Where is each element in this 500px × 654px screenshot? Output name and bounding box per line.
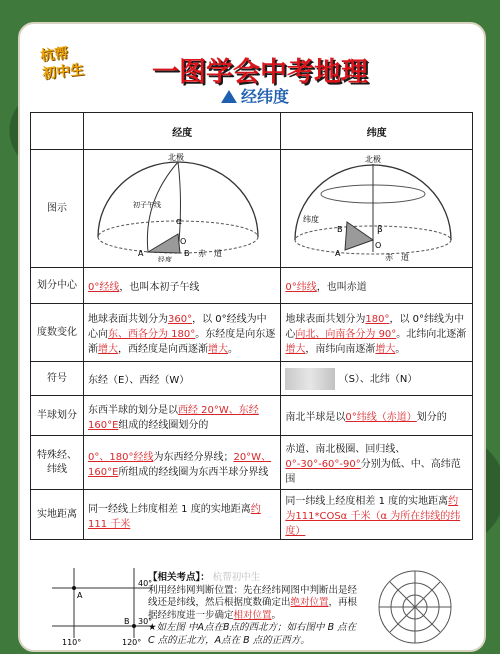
lon-b: B bbox=[184, 249, 190, 258]
lon-o: O bbox=[180, 237, 187, 246]
points-paragraph1: 利用经纬网判断位置：先在经纬网图中判断出是经线还是纬线，然后根据度数确定出绝对位置，再根据经纬度进一步确定相对位置。 bbox=[148, 584, 358, 621]
row-label-distance: 实地距离 bbox=[31, 490, 84, 540]
grid-b: B bbox=[124, 617, 130, 626]
lon-north-label: 北极 bbox=[168, 153, 184, 162]
brand-logo bbox=[40, 41, 109, 97]
lon-cw-label: 经度 bbox=[158, 256, 172, 262]
lat-a: A bbox=[335, 249, 341, 258]
row-label-center: 划分中心 bbox=[31, 268, 84, 304]
grid-lat1: 40° bbox=[138, 579, 152, 588]
logo-line2: 初中生 bbox=[41, 61, 85, 83]
watermark: 杭帮初中生 bbox=[212, 572, 261, 583]
lat-distance-cell: 同一纬线上经度相差 1 度的实地距离约为111*COSα 千米（α 为所在纬线的纬度） bbox=[281, 490, 473, 540]
lon-center-rest: ，也叫本初子午线 bbox=[119, 282, 200, 293]
points-heading: 【相关考点】： bbox=[148, 572, 210, 583]
longitude-diagram-cell bbox=[84, 150, 281, 268]
lon-prime-label: 初子午线 bbox=[133, 201, 161, 209]
lon-change-cell: 地球表面共划分为360°，以 0°经线为中心向东、西各分为 180°。东经度是向东逐渐增大，西经度是向西逐渐增大。 bbox=[84, 304, 281, 362]
row-label-special: 特殊经、纬线 bbox=[31, 436, 84, 490]
lon-distance-cell: 同一经线上纬度相差 1 度的实地距离约 111 千米 bbox=[84, 490, 281, 540]
comparison-table bbox=[30, 112, 473, 540]
latitude-diagram-cell bbox=[281, 150, 473, 268]
table-header-row bbox=[31, 113, 473, 150]
lat-center-cell bbox=[281, 268, 473, 304]
lat-lon-grid-diagram bbox=[52, 568, 152, 646]
lon-a: A bbox=[138, 249, 144, 258]
lat-north-label: 北极 bbox=[365, 155, 382, 164]
column-latitude: 纬度 bbox=[281, 113, 473, 150]
lat-b: B bbox=[337, 225, 343, 234]
grid-lat2: 30° bbox=[138, 617, 152, 626]
row-label-change: 度数变化 bbox=[31, 304, 84, 362]
table-row-diagram bbox=[31, 150, 473, 268]
table-row-special bbox=[31, 436, 473, 490]
related-points-text bbox=[148, 572, 358, 647]
grid-a: A bbox=[77, 591, 83, 600]
lon-symbol-cell: 东经（E）、西经（W） bbox=[84, 362, 281, 396]
related-points-section bbox=[30, 568, 473, 646]
lon-alpha: α bbox=[176, 217, 182, 227]
table-row-hemisphere bbox=[31, 396, 473, 436]
lon-center-red: 0°经线 bbox=[88, 282, 120, 293]
lat-center-red: 0°纬线 bbox=[285, 282, 317, 293]
table-row-symbol bbox=[31, 362, 473, 396]
table-row-distance bbox=[31, 490, 473, 540]
lon-equator: 赤 道 bbox=[198, 249, 222, 258]
lat-symbol-cell: （S）、北纬（N） bbox=[281, 362, 473, 396]
lat-special-cell: 赤道、南北极圈、回归线、0°-30°-60°-90°分别为低、中、高纬范围 bbox=[281, 436, 473, 490]
table-row-change bbox=[31, 304, 473, 362]
row-label-hemisphere: 半球划分 bbox=[31, 396, 84, 436]
lat-change-cell: 地球表面共划分为180°，以 0°纬线为中心向北、向南各分为 90°。北纬向北逐渐增大，南纬向南逐渐增大。 bbox=[281, 304, 473, 362]
page-title: 一图学会中考地理 bbox=[152, 57, 368, 88]
lat-center-rest: ，也叫赤道 bbox=[316, 282, 367, 293]
longitude-globe-diagram bbox=[88, 152, 268, 262]
lon-hemi-cell: 东西半球的划分是以西经 20°W、东经 160°E组成的经线圈划分的 bbox=[84, 396, 281, 436]
content-card bbox=[18, 22, 486, 652]
lon-center-cell bbox=[84, 268, 281, 304]
logo-line1: 杭帮 bbox=[39, 45, 70, 65]
page-subtitle bbox=[170, 84, 340, 107]
lon-special-cell: 0°、180°经线为东西经分界线；20°W、160°E所组成的经线圈为东西半球分界线 bbox=[84, 436, 281, 490]
lat-hemi-cell: 南北半球是以0°纬线（赤道）划分的 bbox=[281, 396, 473, 436]
lat-equator: 赤 道 bbox=[385, 253, 410, 262]
corner-cell bbox=[31, 113, 84, 150]
grid-lon1: 110° bbox=[62, 638, 82, 646]
subtitle-text: 经纬度 bbox=[240, 87, 289, 106]
lat-o: O bbox=[375, 241, 382, 250]
table-row-center bbox=[31, 268, 473, 304]
latitude-globe-diagram bbox=[285, 152, 460, 262]
points-paragraph2: ★如左图 中A点在B点的西北方；如右图中 B 点在 C 点的正北方，A点在 B 点的正西方。 bbox=[148, 622, 357, 646]
grid-lon2: 120° bbox=[122, 638, 142, 646]
column-longitude: 经度 bbox=[84, 113, 281, 150]
lat-label: 纬度 bbox=[303, 215, 320, 224]
lat-beta: β bbox=[377, 225, 384, 235]
polar-view-diagram bbox=[365, 568, 465, 646]
row-label-diagram: 图示 bbox=[31, 150, 84, 268]
triangle-icon bbox=[221, 90, 237, 103]
row-label-symbol: 符号 bbox=[31, 362, 84, 396]
blurred-region bbox=[285, 368, 335, 390]
